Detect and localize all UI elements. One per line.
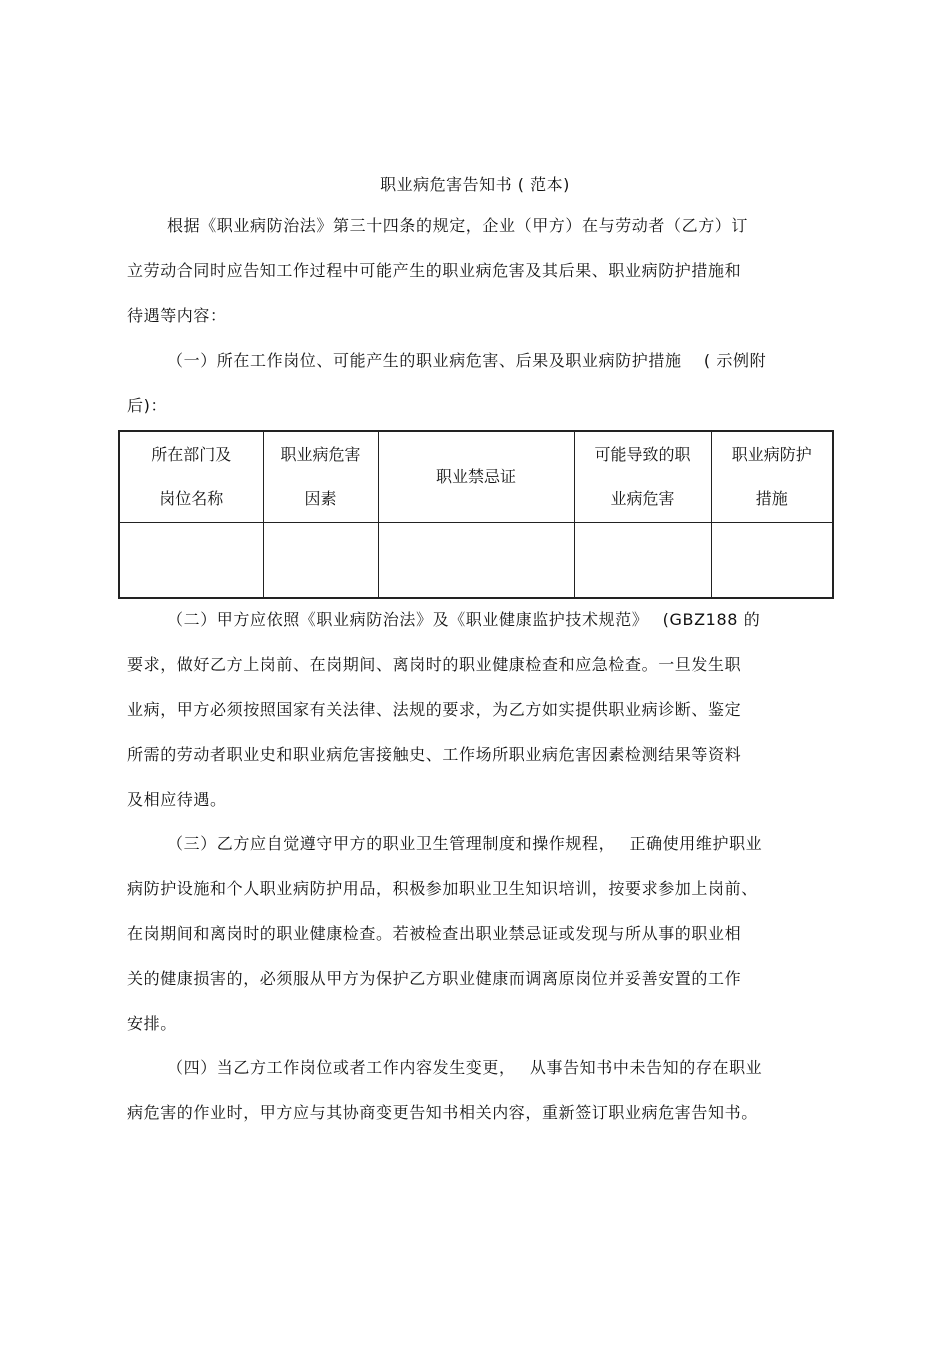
table-cell[interactable]	[119, 523, 263, 599]
intro-line: 立劳动合同时应告知工作过程中可能产生的职业病危害及其后果、职业病防护措施和	[127, 261, 742, 280]
intro-paragraph	[127, 203, 827, 338]
section-3-line: 病防护设施和个人职业病防护用品，积极参加职业卫生知识培训，按要求参加上岗前、	[127, 879, 758, 898]
section-4-paragraph	[127, 1045, 827, 1135]
intro-line: 待遇等内容：	[127, 306, 227, 325]
section-2-paragraph	[127, 597, 827, 822]
document-title: 职业病危害告知书 ( 范本)	[380, 175, 570, 194]
table-cell[interactable]	[263, 523, 378, 599]
section-2-line: 要求，做好乙方上岗前、在岗期间、离岗时的职业健康检查和应急检查。一旦发生职	[127, 655, 742, 674]
table-header-row	[119, 431, 833, 523]
section-4-line: （四）当乙方工作岗位或者工作内容发生变更， 从事告知书中未告知的存在职业	[167, 1058, 763, 1077]
header-hazard-factors: 职业病危害 因素	[263, 431, 378, 523]
header-department-position: 所在部门及 岗位名称	[119, 431, 263, 523]
section-3-line: 安排。	[127, 1014, 177, 1033]
section-3-line: 在岗期间和离岗时的职业健康检查。若被检查出职业禁忌证或发现与所从事的职业相	[127, 924, 742, 943]
header-possible-diseases: 可能导致的职 业病危害	[574, 431, 711, 523]
intro-line: 根据《职业病防治法》第三十四条的规定，企业（甲方）在与劳动者（乙方）订	[167, 216, 749, 235]
section-2-line: 及相应待遇。	[127, 790, 227, 809]
section-3-paragraph	[127, 821, 827, 1046]
section-1-paragraph	[127, 338, 827, 428]
table-row	[119, 523, 833, 599]
hazard-table	[118, 430, 834, 599]
section-2-line: （二）甲方应依照《职业病防治法》及《职业健康监护技术规范》 (GBZ188 的	[167, 610, 761, 629]
section-2-line: 业病，甲方必须按照国家有关法律、法规的要求，为乙方如实提供职业病诊断、鉴定	[127, 700, 742, 719]
table-cell[interactable]	[711, 523, 833, 599]
section-3-line: （三）乙方应自觉遵守甲方的职业卫生管理制度和操作规程， 正确使用维护职业	[167, 834, 763, 853]
section-3-line: 关的健康损害的，必须服从甲方为保护乙方职业健康而调离原岗位并妥善安置的工作	[127, 969, 742, 988]
table-cell[interactable]	[574, 523, 711, 599]
section-1-line: 后)：	[127, 396, 168, 415]
section-4-line: 病危害的作业时，甲方应与其协商变更告知书相关内容，重新签订职业病危害告知书。	[127, 1103, 758, 1122]
table-cell[interactable]	[378, 523, 574, 599]
section-1-line: （一）所在工作岗位、可能产生的职业病危害、后果及职业病防护措施 ( 示例附	[167, 351, 767, 370]
section-2-line: 所需的劳动者职业史和职业病危害接触史、工作场所职业病危害因素检测结果等资料	[127, 745, 742, 764]
header-contraindications: 职业禁忌证	[378, 431, 574, 523]
header-protection-measures: 职业病防护 措施	[711, 431, 833, 523]
